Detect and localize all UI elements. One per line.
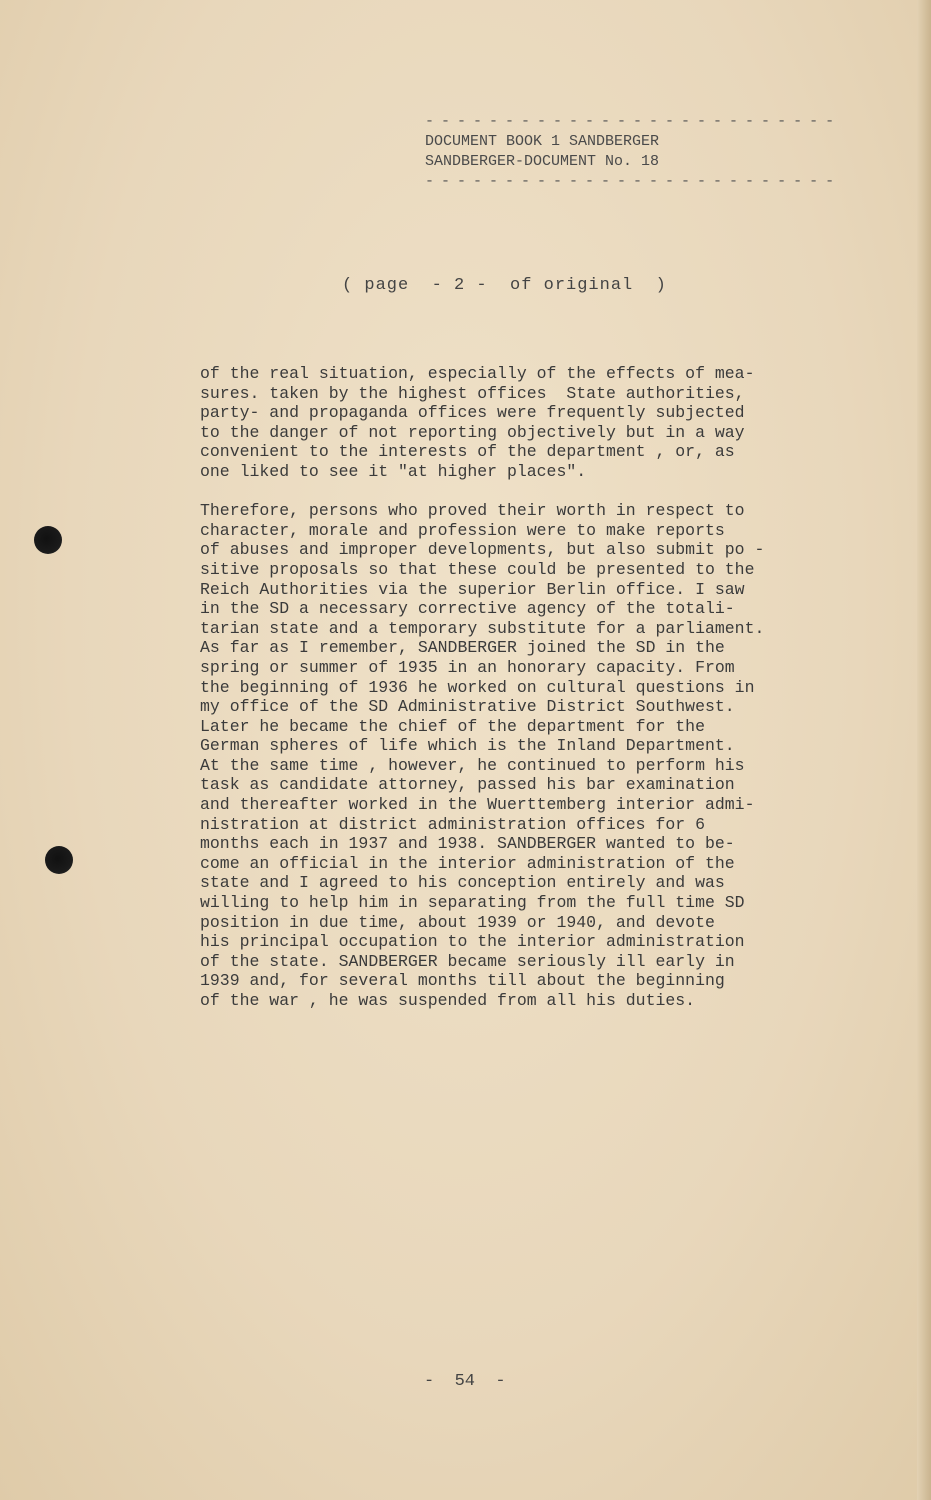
text-line: position in due time, about 1939 or 1940, and devote [200, 912, 715, 932]
page-number: - 54 - [424, 1372, 506, 1391]
text-line: task as candidate attorney, passed his bar examination [200, 775, 735, 795]
text-line: the beginning of 1936 he worked on cultural questions in [200, 677, 755, 697]
text-line: tarian state and a temporary substitute for a parliament. [200, 618, 765, 638]
text-line: willing to help him in separating from the full time SD [200, 893, 745, 913]
header-rule-top: - - - - - - - - - - - - - - - - - - - - - - - - - - [425, 113, 834, 130]
paper-edge [917, 0, 931, 1500]
text-line: convenient to the interests of the department , or, as [200, 442, 735, 462]
text-line: to the danger of not reporting objectively but in a way [200, 422, 745, 442]
text-line: As far as I remember, SANDBERGER joined the SD in the [200, 638, 725, 658]
text-line: spring or summer of 1935 in an honorary capacity. From [200, 657, 735, 677]
page-reference: ( page - 2 - of original ) [342, 276, 667, 295]
text-line: of abuses and improper developments, but also submit po - [200, 540, 765, 560]
text-line: sitive proposals so that these could be presented to the [200, 559, 755, 579]
text-line: in the SD a necessary corrective agency of the totali- [200, 599, 735, 619]
text-line: nistration at district administration offices for 6 [200, 814, 705, 834]
document-body [200, 364, 880, 1011]
text-line: Reich Authorities via the superior Berlin office. I saw [200, 579, 745, 599]
text-line: of the war , he was suspended from all his duties. [200, 991, 696, 1010]
header-rule-bottom: - - - - - - - - - - - - - - - - - - - - - - - - - - [425, 173, 834, 190]
punch-hole-top [34, 526, 62, 554]
text-line: character, morale and profession were to make reports [200, 520, 725, 540]
document-number-label: SANDBERGER-DOCUMENT No. 18 [425, 153, 660, 170]
document-book-label: DOCUMENT BOOK 1 SANDBERGER [425, 133, 660, 150]
text-line: 1939 and, for several months till about the beginning [200, 971, 725, 991]
text-line: Later he became the chief of the department for the [200, 716, 705, 736]
text-line: come an official in the interior administration of the [200, 853, 735, 873]
text-line: Therefore, persons who proved their worth in respect to [200, 501, 745, 521]
text-line: At the same time , however, he continued to perform his [200, 755, 745, 775]
text-line: state and I agreed to his conception entirely and was [200, 873, 725, 893]
text-line: sures. taken by the highest offices State authorities, [200, 383, 745, 403]
text-line: of the state. SANDBERGER became seriously ill early in [200, 951, 735, 971]
paragraph [200, 364, 880, 482]
text-line: German spheres of life which is the Inland Department. [200, 736, 735, 756]
text-line: of the real situation, especially of the effects of mea- [200, 364, 755, 383]
text-line: one liked to see it "at higher places". [200, 461, 587, 481]
text-line: months each in 1937 and 1938. SANDBERGER wanted to be- [200, 834, 735, 854]
paragraph [200, 501, 880, 1010]
punch-hole-bottom [45, 846, 73, 874]
text-line: and thereafter worked in the Wuerttemberg interior admi- [200, 795, 755, 815]
text-line: his principal occupation to the interior administration [200, 932, 745, 952]
text-line: party- and propaganda offices were frequently subjected [200, 403, 745, 423]
document-header [425, 112, 834, 192]
text-line: my office of the SD Administrative District Southwest. [200, 697, 735, 717]
